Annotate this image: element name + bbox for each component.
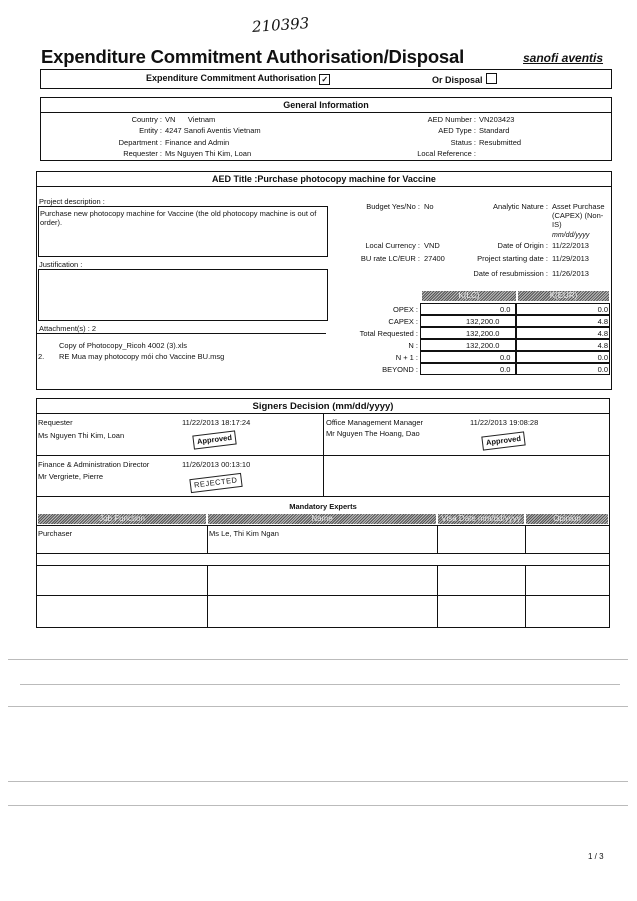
bu-rate-label: BU rate LC/EUR :: [360, 254, 420, 263]
amount-eur-value: 0.0: [597, 365, 608, 374]
signer-date: 11/26/2013 00:13:10: [182, 460, 251, 469]
approved-stamp: Approved: [481, 431, 525, 450]
date-format-note: mm/dd/yyyy: [552, 232, 590, 239]
amount-lc-value: 0.0: [500, 365, 511, 374]
disposal-option: [432, 73, 497, 86]
amount-row-label: OPEX :: [392, 305, 418, 314]
project-description-label: Project description :: [39, 197, 105, 206]
signer-date: 11/22/2013 19:08:28: [470, 418, 539, 427]
department-label: Department :: [118, 138, 162, 147]
country-value: VN Vietnam: [165, 115, 216, 124]
amount-lc-value: 0.0: [500, 305, 511, 314]
attachment-number: 2.: [38, 352, 45, 361]
amount-row-label: BEYOND :: [382, 365, 418, 374]
column-header-lc: K(LC): [422, 291, 516, 301]
currency-label: Local Currency :: [365, 241, 420, 250]
aed-title: AED Title :Purchase photocopy machine for Vaccine: [212, 174, 436, 184]
bu-rate-value: 27400: [424, 254, 445, 263]
disposal-label: Or Disposal: [432, 75, 483, 85]
column-header-name: Name: [208, 514, 436, 524]
amount-row-label: N + 1 :: [395, 353, 418, 362]
justification-label: Justification :: [39, 260, 83, 269]
aed-number-label: AED Number :: [427, 115, 476, 124]
requester-label: Requester :: [123, 149, 162, 158]
document-title: Expenditure Commitment Authorisation/Disposal: [41, 46, 465, 67]
page-number: 1 / 3: [588, 852, 604, 861]
resubmission-label: Date of resubmission :: [473, 269, 548, 278]
amount-row-label: CAPEX :: [388, 317, 418, 326]
attachment-item[interactable]: Copy of Photocopy_Ricoh 4002 (3).xls: [59, 341, 187, 350]
mandatory-experts-heading: Mandatory Experts: [289, 502, 357, 511]
amount-eur-value: 4.8: [597, 341, 608, 350]
entity-label: Entity :: [139, 126, 162, 135]
aed-type-value: Standard: [479, 126, 510, 135]
aed-number-value: VN203423: [479, 115, 515, 124]
analytic-nature-value: Asset Purchase (CAPEX) (Non-IS): [552, 202, 605, 229]
project-description-text: Purchase new photocopy machine for Vaccine (the old photocopy machine is out of order).: [40, 209, 317, 227]
budget-label: Budget Yes/No :: [366, 202, 420, 211]
signer-role: Office Management Manager: [326, 418, 423, 427]
authorisation-checkbox[interactable]: ✓: [319, 74, 330, 85]
project-start-label: Project starting date :: [477, 254, 548, 263]
attachment-item[interactable]: RE Mua may photocopy mói cho Vaccine BU.msg: [59, 352, 225, 361]
resubmission-value: 11/26/2013: [552, 269, 589, 278]
currency-value: VND: [424, 241, 440, 250]
amount-lc-value: 0.0: [500, 353, 511, 362]
signer-name: Mr Nguyen The Hoang, Dao: [326, 429, 420, 438]
date-of-origin-label: Date of Origin :: [497, 241, 548, 250]
signer-role: Requester: [38, 418, 73, 427]
general-info-heading: General Information: [283, 100, 369, 110]
handwritten-number: 210393: [251, 14, 310, 36]
analytic-nature-label: Analytic Nature :: [492, 202, 548, 211]
budget-value: No: [424, 202, 434, 211]
brand-logo: sanofi aventis: [523, 51, 604, 65]
signer-date: 11/22/2013 18:17:24: [182, 418, 251, 427]
amount-lc-value: 132,200.0: [466, 341, 500, 350]
signer-name: Mr Vergriete, Pierre: [38, 472, 104, 481]
amount-eur-value: 0.0: [597, 305, 608, 314]
authorisation-label: Expenditure Commitment Authorisation: [146, 73, 317, 83]
attachments-label: Attachment(s) : 2: [39, 324, 97, 333]
status-value: Resubmitted: [479, 138, 522, 147]
status-label: Status :: [450, 138, 476, 147]
column-header-visa: Visa Date mm/dd/yyyy: [438, 514, 524, 524]
column-header-opinion: Opinion: [526, 514, 608, 524]
local-reference-label: Local Reference :: [417, 149, 476, 158]
entity-value: 4247 Sanofi Aventis Vietnam: [165, 126, 261, 135]
expert-job-function: Purchaser: [38, 529, 73, 538]
justification-box: [38, 269, 328, 321]
authorisation-option: [146, 73, 330, 85]
department-value: Finance and Admin: [165, 138, 230, 147]
column-header-eur: K(EUR): [518, 291, 609, 301]
approved-stamp: Approved: [192, 430, 236, 449]
amount-eur-value: 0.0: [597, 353, 608, 362]
disposal-checkbox[interactable]: [486, 73, 497, 84]
requester-value: Ms Nguyen Thi Kim, Loan: [165, 149, 252, 158]
country-label: Country :: [131, 115, 162, 124]
amount-row-label: N :: [408, 341, 418, 350]
amount-eur-value: 4.8: [597, 317, 608, 326]
signer-role: Finance & Administration Director: [38, 460, 150, 469]
rejected-stamp: REJECTED: [189, 473, 242, 493]
amount-lc-value: 132,200.0: [466, 317, 500, 326]
amount-row-label: Total Requested :: [359, 329, 418, 338]
column-header-job: Job Function: [38, 514, 206, 524]
aed-type-label: AED Type :: [438, 126, 476, 135]
amount-lc-value: 132,200.0: [466, 329, 500, 338]
amount-eur-value: 4.8: [597, 329, 608, 338]
project-start-value: 11/29/2013: [552, 254, 589, 263]
signer-name: Ms Nguyen Thi Kim, Loan: [38, 431, 125, 440]
signers-heading: Signers Decision (mm/dd/yyyy): [252, 401, 394, 412]
date-of-origin-value: 11/22/2013: [552, 241, 589, 250]
expert-name: Ms Le, Thi Kim Ngan: [209, 529, 279, 538]
